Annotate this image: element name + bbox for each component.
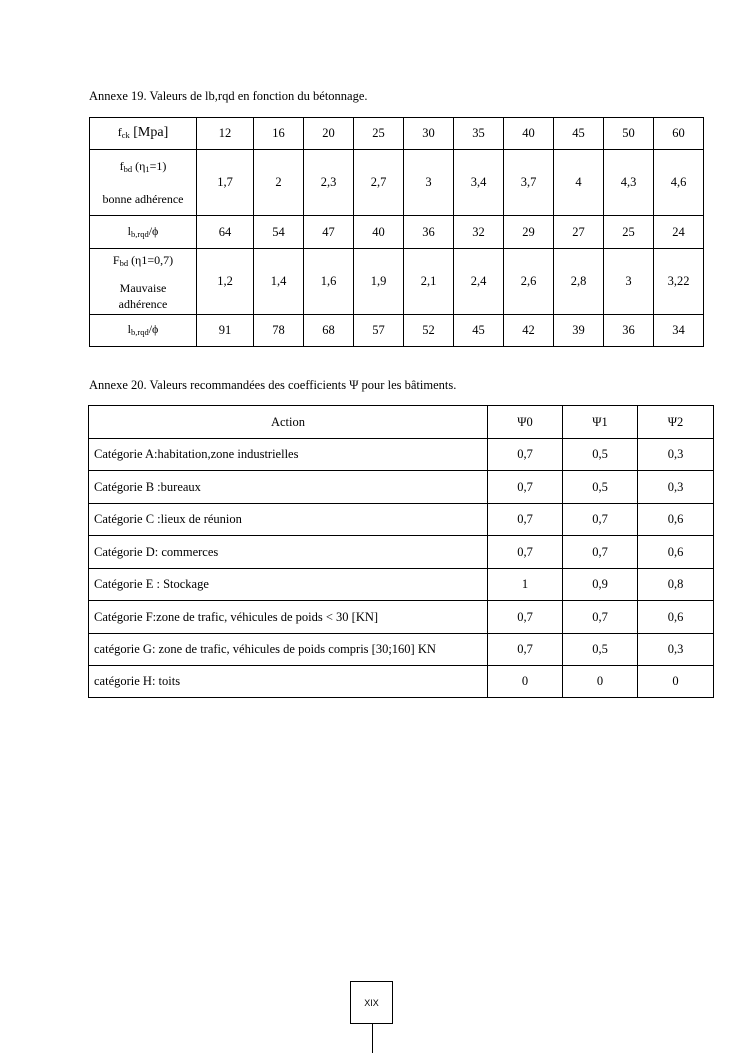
psi0-header: Ψ0 (488, 406, 563, 439)
fbd-poor-value: 2,6 (504, 249, 554, 315)
psi2-cell: 0,3 (638, 471, 714, 504)
action-cell: Catégorie E : Stockage (89, 569, 488, 601)
action-cell: Catégorie B :bureaux (89, 471, 488, 504)
lbrqd-poor-row (90, 315, 704, 347)
psi2-cell: 0,8 (638, 569, 714, 601)
lbrqd-good-header: $l_{b,rqd}/\phi$ (90, 216, 197, 249)
fbd-good-value: 3,7 (504, 150, 554, 216)
table-row (89, 439, 714, 471)
fbd-poor-value: 2,1 (404, 249, 454, 315)
psi2-cell: 0,6 (638, 536, 714, 569)
fck-value: 60 (654, 118, 704, 150)
lbrqd-poor-header: $l_{b,rqd}/\phi$ (90, 315, 197, 347)
table-row (89, 504, 714, 536)
lbrqd-poor-value: 45 (454, 315, 504, 347)
table-row (89, 634, 714, 666)
table-row (89, 536, 714, 569)
fck-row (90, 118, 704, 150)
action-cell: catégorie G: zone de trafic, véhicules de poids compris [30;160] KN (89, 634, 488, 666)
fbd-poor-header: $F_{bd}$ (η1=0,7) Mauvaise adhérence (90, 249, 197, 315)
fbd-poor-row (90, 249, 704, 315)
lbrqd-good-value: 47 (304, 216, 354, 249)
psi0-cell: 0,7 (488, 634, 563, 666)
psi2-cell: 0 (638, 666, 714, 698)
fbd-poor-value: 1,4 (254, 249, 304, 315)
lbrqd-good-value: 54 (254, 216, 304, 249)
psi2-cell: 0,6 (638, 601, 714, 634)
lbrqd-good-value: 24 (654, 216, 704, 249)
lbrqd-poor-value: 36 (604, 315, 654, 347)
action-cell: Catégorie D: commerces (89, 536, 488, 569)
lbrqd-good-row (90, 216, 704, 249)
fbd-good-value: 1,7 (197, 150, 254, 216)
psi0-cell: 0,7 (488, 439, 563, 471)
lbrqd-good-value: 64 (197, 216, 254, 249)
psi2-cell: 0,3 (638, 634, 714, 666)
fbd-good-value: 4 (554, 150, 604, 216)
fck-value: 12 (197, 118, 254, 150)
psi2-header: Ψ2 (638, 406, 714, 439)
action-header: Action (89, 406, 488, 439)
action-cell: Catégorie A:habitation,zone industrielles (89, 439, 488, 471)
psi-header-row (89, 406, 714, 439)
psi0-cell: 0,7 (488, 536, 563, 569)
fbd-poor-value: 3 (604, 249, 654, 315)
lbrqd-good-value: 25 (604, 216, 654, 249)
fbd-good-row (90, 150, 704, 216)
fck-value: 50 (604, 118, 654, 150)
fbd-good-value: 3 (404, 150, 454, 216)
psi1-cell: 0,7 (563, 536, 638, 569)
psi1-cell: 0,9 (563, 569, 638, 601)
lbrqd-poor-value: 68 (304, 315, 354, 347)
lbrqd-good-value: 29 (504, 216, 554, 249)
fbd-poor-value: 1,2 (197, 249, 254, 315)
fbd-good-value: 3,4 (454, 150, 504, 216)
lbrqd-poor-value: 42 (504, 315, 554, 347)
table-row (89, 569, 714, 601)
psi1-cell: 0,5 (563, 471, 638, 504)
lbrqd-poor-value: 34 (654, 315, 704, 347)
lbrqd-poor-value: 91 (197, 315, 254, 347)
psi1-cell: 0,5 (563, 439, 638, 471)
fbd-poor-value: 2,4 (454, 249, 504, 315)
psi1-cell: 0,5 (563, 634, 638, 666)
lbrqd-poor-value: 52 (404, 315, 454, 347)
lbrqd-poor-value: 57 (354, 315, 404, 347)
fck-header: $f_{ck}$ [Mpa] (90, 118, 197, 150)
annexe19-caption: Annexe 19. Valeurs de lb,rqd en fonction du bétonnage. (89, 89, 368, 103)
psi0-cell: 1 (488, 569, 563, 601)
lbrqd-good-value: 32 (454, 216, 504, 249)
fck-value: 30 (404, 118, 454, 150)
fbd-good-value: 2,7 (354, 150, 404, 216)
lbrqd-poor-value: 39 (554, 315, 604, 347)
action-cell: Catégorie C :lieux de réunion (89, 504, 488, 536)
psi-coefficients-table (88, 405, 714, 698)
psi1-cell: 0,7 (563, 601, 638, 634)
lbrqd-good-value: 27 (554, 216, 604, 249)
fbd-good-header: $f_{bd}$ $(\eta_1=1)$ bonne adhérence (90, 150, 197, 216)
lbrqd-good-value: 40 (354, 216, 404, 249)
table-row (89, 601, 714, 634)
fbd-good-value: 2 (254, 150, 304, 216)
psi2-cell: 0,6 (638, 504, 714, 536)
page-number: XIX (350, 981, 393, 1024)
psi0-cell: 0,7 (488, 601, 563, 634)
fbd-poor-value: 1,9 (354, 249, 404, 315)
annexe20-caption: Annexe 20. Valeurs recommandées des coefficients Ψ pour les bâtiments. (89, 378, 457, 392)
fbd-poor-value: 3,22 (654, 249, 704, 315)
fck-value: 40 (504, 118, 554, 150)
action-cell: catégorie H: toits (89, 666, 488, 698)
table-row (89, 471, 714, 504)
fck-value: 25 (354, 118, 404, 150)
psi2-cell: 0,3 (638, 439, 714, 471)
fck-value: 16 (254, 118, 304, 150)
fbd-poor-value: 2,8 (554, 249, 604, 315)
fck-value: 45 (554, 118, 604, 150)
page-number-connector (372, 1024, 373, 1053)
fck-value: 35 (454, 118, 504, 150)
psi0-cell: 0,7 (488, 471, 563, 504)
psi0-cell: 0 (488, 666, 563, 698)
lbrqd-good-value: 36 (404, 216, 454, 249)
psi0-cell: 0,7 (488, 504, 563, 536)
table-row (89, 666, 714, 698)
fbd-good-value: 4,6 (654, 150, 704, 216)
psi1-cell: 0,7 (563, 504, 638, 536)
psi1-cell: 0 (563, 666, 638, 698)
action-cell: Catégorie F:zone de trafic, véhicules de poids < 30 [KN] (89, 601, 488, 634)
fck-value: 20 (304, 118, 354, 150)
fbd-good-value: 2,3 (304, 150, 354, 216)
lbrqd-poor-value: 78 (254, 315, 304, 347)
fbd-poor-value: 1,6 (304, 249, 354, 315)
bond-length-table (89, 117, 704, 347)
fbd-good-value: 4,3 (604, 150, 654, 216)
psi1-header: Ψ1 (563, 406, 638, 439)
